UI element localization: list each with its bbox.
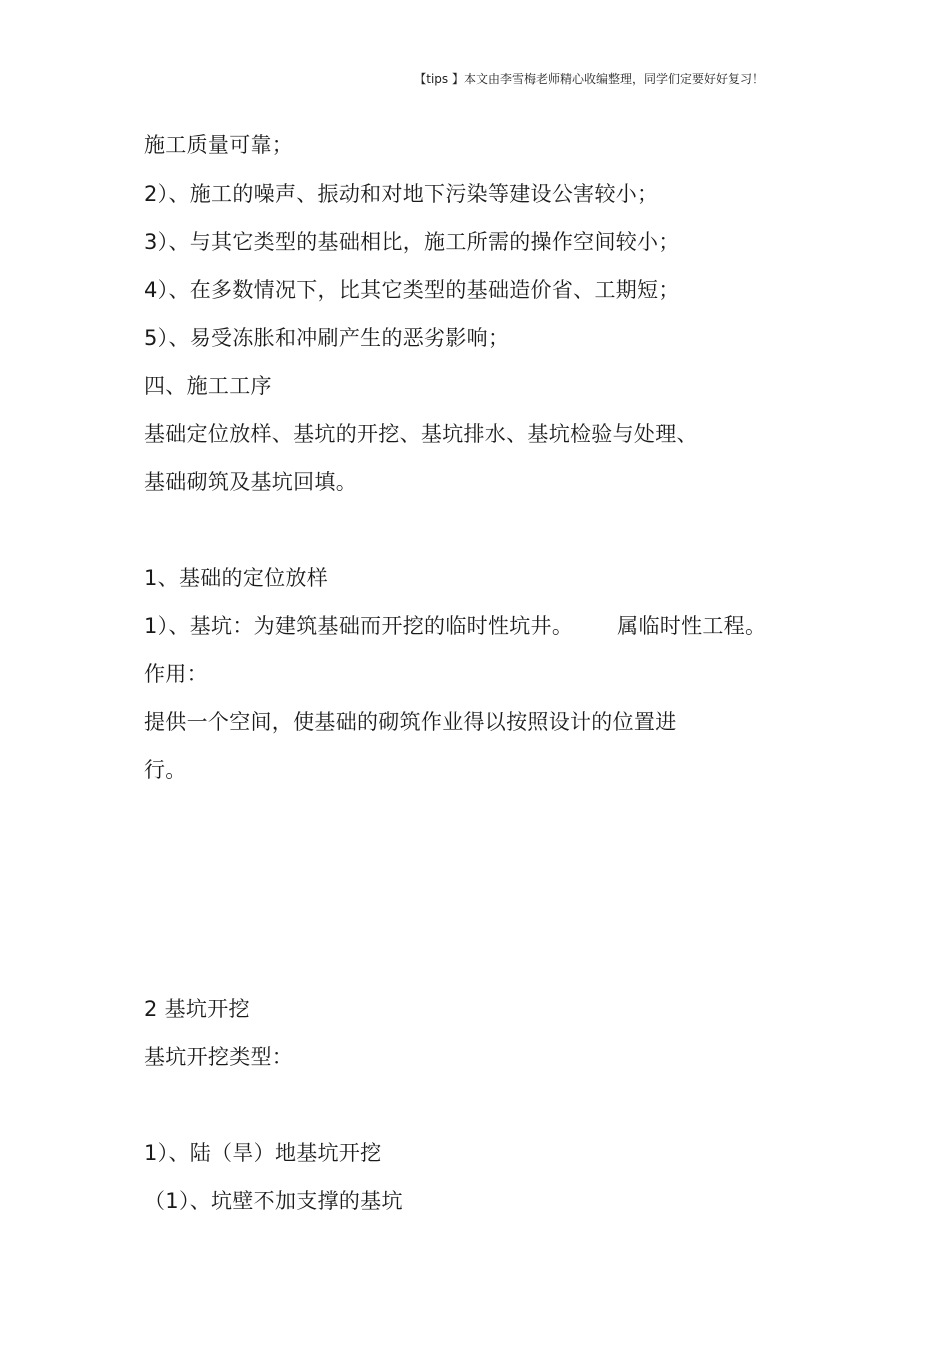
section-heading: 1、基础的定位放样 (144, 566, 329, 590)
text-line: 基坑开挖类型： (144, 1045, 294, 1069)
text-line: 施工质量可靠； (144, 133, 294, 157)
text-line: 基础定位放样、基坑的开挖、基坑排水、基坑检验与处理、 (144, 422, 698, 446)
text-line: 1）、陆（旱）地基坑开挖 (144, 1141, 382, 1165)
text-line: 基础砌筑及基坑回填。 (144, 470, 357, 494)
text-line: 行。 (144, 758, 187, 782)
text-line: 5）、易受冻胀和冲刷产生的恶劣影响； (144, 326, 510, 350)
text-line: 2）、施工的噪声、振动和对地下污染等建设公害较小； (144, 182, 659, 206)
text-line: 3）、与其它类型的基础相比，施工所需的操作空间较小； (144, 230, 680, 254)
text-segment: 属临时性工程。 (617, 614, 767, 638)
text-line: 提供一个空间，使基础的砌筑作业得以按照设计的位置进 (144, 710, 677, 734)
header-note: 【tips 】本文由李雪梅老师精心收编整理，同学们定要好好复习！ (414, 72, 764, 86)
text-line: 作用： (144, 662, 208, 686)
text-line: （1）、坑壁不加支撑的基坑 (144, 1189, 403, 1213)
text-line: 4）、在多数情况下，比其它类型的基础造价省、工期短； (144, 278, 680, 302)
text-segment: 1）、基坑：为建筑基础而开挖的临时性坑井。 (144, 614, 574, 638)
section-heading: 2 基坑开挖 (144, 997, 250, 1021)
section-heading: 四、施工工序 (144, 374, 272, 398)
text-line (144, 611, 766, 641)
